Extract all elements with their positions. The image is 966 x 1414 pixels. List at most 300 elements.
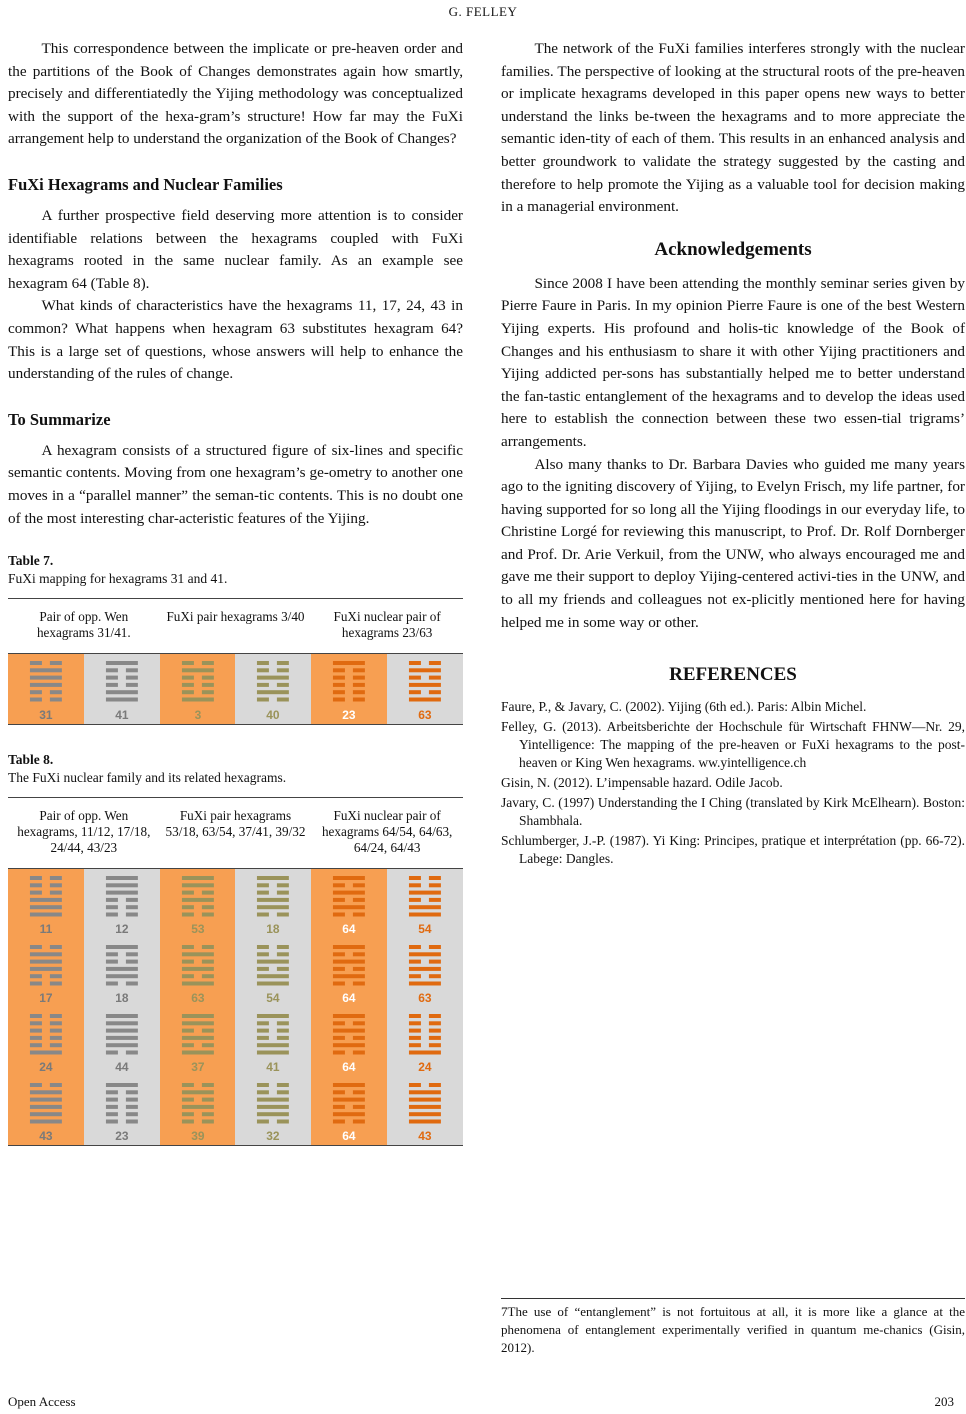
yin-line: [106, 1051, 118, 1055]
yin-line: [409, 676, 421, 680]
yin-line: [30, 883, 42, 887]
yin-line: [333, 1120, 345, 1124]
yang-line: [30, 967, 62, 971]
yin-line: [277, 1036, 289, 1040]
yang-line: [409, 1098, 441, 1102]
yin-line: [126, 1051, 138, 1055]
table-header-row: [8, 599, 463, 654]
hexagram-44-icon: [84, 1007, 160, 1076]
right-column: [501, 38, 965, 870]
hexagram-31-icon: [8, 654, 84, 724]
hexagram-39-icon: [160, 1076, 236, 1145]
yin-line: [202, 891, 214, 895]
yin-line: [106, 952, 118, 956]
hexagram-cell: [311, 938, 387, 1007]
yin-line: [126, 913, 138, 917]
yin-line: [257, 1021, 269, 1025]
hexagram-cell: [235, 938, 311, 1007]
hexagram-37-icon: [160, 1007, 236, 1076]
paragraph: This correspondence between the implicate or pre-heaven order and the partitions of the Book of Changes demonstrates again how smartly, precisely and differentiatedly the Yijing methodology was conceptualized with the support of the hexa-gram’s structure! How far may the FuXi arrangement help to understand the organization of the Book of Changes?: [8, 40, 463, 148]
yin-line: [182, 891, 194, 895]
yin-line: [429, 1083, 441, 1087]
yin-line: [202, 1029, 214, 1033]
hexagram-number: 39: [190, 1129, 205, 1144]
yin-line: [50, 1036, 62, 1040]
yin-line: [257, 698, 269, 702]
yang-line: [257, 1043, 289, 1047]
yang-line: [182, 952, 214, 956]
yang-line: [106, 1014, 138, 1018]
yang-line: [182, 698, 214, 702]
table-header: FuXi nuclear pair of hexagrams 64/54, 64/63, 64/24, 64/43: [311, 798, 463, 869]
hexagram-40-icon: [235, 654, 311, 724]
yang-line: [106, 690, 138, 694]
yin-line: [50, 945, 62, 949]
hexagram-23-icon: [311, 654, 387, 724]
hexagram-cell: [84, 1007, 160, 1076]
hexagram-18-icon: [235, 869, 311, 938]
yang-line: [182, 1090, 214, 1094]
yin-line: [50, 883, 62, 887]
yang-line: [182, 898, 214, 902]
section-heading: FuXi Hexagrams and Nuclear Families: [8, 174, 283, 194]
hexagram-number: 64: [342, 991, 356, 1006]
yang-line: [409, 668, 441, 672]
table-row: [8, 654, 463, 725]
yin-line: [182, 683, 194, 687]
yang-line: [333, 876, 365, 880]
hexagram-cell: [235, 1076, 311, 1146]
yin-line: [353, 967, 365, 971]
hexagram-number: 44: [115, 1060, 129, 1075]
yang-line: [257, 876, 289, 880]
yin-line: [126, 1098, 138, 1102]
yin-line: [277, 967, 289, 971]
yin-line: [202, 676, 214, 680]
hexagram-cell: [311, 1076, 387, 1146]
yang-line: [106, 967, 138, 971]
yang-line: [106, 698, 138, 702]
hexagram-cell: [84, 1076, 160, 1146]
references-heading: REFERENCES: [669, 664, 797, 686]
yin-line: [333, 982, 345, 986]
yin-line: [126, 960, 138, 964]
yang-line: [30, 913, 62, 917]
yang-line: [333, 1014, 365, 1018]
yin-line: [126, 1120, 138, 1124]
yin-line: [333, 698, 345, 702]
yang-line: [257, 690, 289, 694]
yin-line: [106, 1105, 118, 1109]
yin-line: [353, 883, 365, 887]
yin-line: [182, 1043, 194, 1047]
yin-line: [126, 676, 138, 680]
yang-line: [182, 1105, 214, 1109]
yin-line: [429, 898, 441, 902]
yin-line: [257, 967, 269, 971]
hexagram-number: 63: [418, 708, 432, 723]
yang-line: [257, 1105, 289, 1109]
table7-caption: [8, 552, 463, 588]
hexagram-cell: [84, 869, 160, 939]
table-row: [8, 1007, 463, 1076]
yin-line: [182, 1112, 194, 1116]
hexagram-17-icon: [8, 938, 84, 1007]
reference-list: [501, 698, 965, 868]
yin-line: [409, 1014, 421, 1018]
yin-line: [30, 1043, 42, 1047]
yin-line: [182, 945, 194, 949]
yin-line: [50, 1021, 62, 1025]
hexagram-64-icon: [311, 1007, 387, 1076]
yin-line: [333, 690, 345, 694]
hexagram-number: 12: [115, 922, 129, 937]
hexagram-number: 17: [39, 991, 53, 1006]
yin-line: [353, 898, 365, 902]
yin-line: [277, 891, 289, 895]
yin-line: [202, 945, 214, 949]
yang-line: [106, 891, 138, 895]
yin-line: [277, 1021, 289, 1025]
yang-line: [30, 952, 62, 956]
yin-line: [409, 1083, 421, 1087]
yang-line: [409, 698, 441, 702]
hexagram-cell: [387, 1007, 463, 1076]
yin-line: [50, 1043, 62, 1047]
yang-line: [409, 1090, 441, 1094]
yin-line: [429, 960, 441, 964]
yang-line: [333, 945, 365, 949]
hexagram-64-icon: [311, 869, 387, 938]
table-header: FuXi nuclear pair of hexagrams 23/63: [311, 599, 463, 654]
reference-item: Javary, C. (1997) Understanding the I Ching (translated by Kirk McElhearn). Boston: Shambhala.: [501, 795, 965, 829]
reference-item: Faure, P., & Javary, C. (2002). Yijing (6th ed.). Paris: Albin Michel.: [501, 699, 867, 715]
yin-line: [353, 982, 365, 986]
yin-line: [257, 952, 269, 956]
yin-line: [106, 676, 118, 680]
yang-line: [182, 1036, 214, 1040]
yin-line: [429, 1029, 441, 1033]
yang-line: [106, 876, 138, 880]
paragraph: What kinds of characteristics have the hexagrams 11, 17, 24, 43 in common? What happens when hexagram 63 substitutes hexagram 64? This is a large set of questions, whose answers will help to enhance the understanding of the rules of change.: [8, 297, 463, 383]
yin-line: [277, 1029, 289, 1033]
yin-line: [277, 661, 289, 665]
paragraph: Also many thanks to Dr. Barbara Davies who guided me many years ago to the igniting discovery of Yijing, to Evelyn Frisch, my life partner, for having supported for so long all the Yijing floodings in our everyday life, to Christine Lorgé for reviewing this manuscript, to Prof. Dr. Rolf Dornberger and Prof. Dr. Arie Verkuil, from the UNW, who always encouraged me and gave me their support to deploy Yijing-centered activi-ties in the UNW, and to all my friends and colleagues not ex-plicitly mentioned here for having helped me in some way or other.: [501, 455, 965, 631]
yang-line: [409, 1112, 441, 1116]
yang-line: [106, 1043, 138, 1047]
yin-line: [182, 1120, 194, 1124]
yin-line: [30, 982, 42, 986]
yin-line: [182, 913, 194, 917]
yin-line: [353, 698, 365, 702]
yin-line: [333, 668, 345, 672]
hexagram-number: 23: [342, 708, 356, 723]
yang-line: [257, 905, 289, 909]
hexagram-number: 43: [39, 1129, 53, 1144]
yin-line: [353, 1021, 365, 1025]
yin-line: [50, 690, 62, 694]
yang-line: [30, 1090, 62, 1094]
hexagram-cell: [84, 938, 160, 1007]
yin-line: [333, 1105, 345, 1109]
hexagram-number: 18: [266, 922, 281, 937]
table7-label: Table 7.: [8, 553, 54, 569]
yang-line: [30, 683, 62, 687]
hexagram-cell: [160, 654, 236, 725]
yin-line: [182, 690, 194, 694]
yin-line: [202, 1120, 214, 1124]
hexagram-63-icon: [387, 938, 463, 1007]
yin-line: [333, 1036, 345, 1040]
yang-line: [30, 960, 62, 964]
yin-line: [257, 891, 269, 895]
yin-line: [277, 913, 289, 917]
hexagram-number: 24: [39, 1060, 53, 1075]
hexagram-41-icon: [84, 654, 160, 724]
yang-line: [409, 905, 441, 909]
hexagram-24-icon: [387, 1007, 463, 1076]
yin-line: [106, 1098, 118, 1102]
yin-line: [409, 876, 421, 880]
yang-line: [106, 945, 138, 949]
yin-line: [409, 974, 421, 978]
yin-line: [409, 945, 421, 949]
table-7: [8, 598, 463, 725]
yang-line: [106, 1029, 138, 1033]
yang-line: [257, 1014, 289, 1018]
hexagram-cell: [311, 654, 387, 725]
yin-line: [277, 1120, 289, 1124]
yin-line: [106, 1090, 118, 1094]
yin-line: [30, 1029, 42, 1033]
yang-line: [257, 1112, 289, 1116]
hexagram-3-icon: [160, 654, 236, 724]
yang-line: [333, 960, 365, 964]
hexagram-cell: [235, 1007, 311, 1076]
yin-line: [277, 1090, 289, 1094]
yin-line: [126, 1112, 138, 1116]
table-8: [8, 797, 463, 1146]
yin-line: [50, 1029, 62, 1033]
yin-line: [353, 1120, 365, 1124]
hexagram-number: 41: [115, 708, 129, 723]
table8-caption: [8, 751, 463, 787]
yin-line: [202, 974, 214, 978]
yin-line: [409, 1021, 421, 1025]
yang-line: [106, 1036, 138, 1040]
yin-line: [353, 1105, 365, 1109]
yin-line: [50, 661, 62, 665]
yang-line: [30, 676, 62, 680]
hexagram-number: 32: [266, 1129, 281, 1144]
hexagram-cell: [311, 1007, 387, 1076]
hexagram-number: 24: [418, 1060, 432, 1075]
yang-line: [182, 1051, 214, 1055]
yin-line: [30, 891, 42, 895]
yin-line: [429, 1021, 441, 1025]
hexagram-number: 40: [266, 708, 281, 723]
yin-line: [409, 661, 421, 665]
acknowledgements-heading: Acknowledgements: [654, 238, 812, 260]
yin-line: [257, 668, 269, 672]
yin-line: [202, 913, 214, 917]
yin-line: [30, 876, 42, 880]
yang-line: [182, 668, 214, 672]
hexagram-cell: [160, 869, 236, 939]
yin-line: [333, 883, 345, 887]
yin-line: [106, 1112, 118, 1116]
hexagram-cell: [311, 869, 387, 939]
hexagram-41-icon: [235, 1007, 311, 1076]
yin-line: [202, 960, 214, 964]
table-row: [8, 869, 463, 939]
yin-line: [106, 683, 118, 687]
hexagram-11-icon: [8, 869, 84, 938]
yin-line: [106, 668, 118, 672]
reference-item: Gisin, N. (2012). L’impensable hazard. Odile Jacob.: [501, 775, 783, 791]
yang-line: [409, 967, 441, 971]
yang-line: [30, 1120, 62, 1124]
yang-line: [106, 661, 138, 665]
yang-line: [30, 898, 62, 902]
yang-line: [409, 952, 441, 956]
page-number: 203: [934, 1394, 954, 1409]
yin-line: [50, 698, 62, 702]
hexagram-number: 64: [342, 1129, 356, 1144]
reference-item: Felley, G. (2013). Arbeitsberichte der Hochschule für Wirtschaft FHNW—Nr. 29, Yintelligence: The mapping of the pre-heaven or FuXi hexagrams to the post-heaven or King Wen hexagrams. ww.yintelligence.ch: [501, 719, 965, 771]
yang-line: [182, 967, 214, 971]
yang-line: [409, 1120, 441, 1124]
paragraph: Since 2008 I have been attending the monthly seminar series given by Pierre Faure in Paris. In my opinion Pierre Faure is one of the best Western Yijing experts. His profound and holis-tic knowledge of the Book of Changes and his enthusiasm to share it with other Yijing practitioners and Yijing addicted per-sons has substantially helped me to better understand the fan-tastic entanglement of the hexagrams and to develop the ideas used here to establish the connection between these two essen-tial trigrams’ arrangements.: [501, 274, 965, 450]
yin-line: [50, 876, 62, 880]
yang-line: [333, 905, 365, 909]
yin-line: [333, 1021, 345, 1025]
yin-line: [333, 1051, 345, 1055]
yang-line: [182, 1021, 214, 1025]
yin-line: [182, 905, 194, 909]
yin-line: [277, 952, 289, 956]
yin-line: [353, 1036, 365, 1040]
yang-line: [333, 974, 365, 978]
hexagram-number: 64: [342, 1060, 356, 1075]
hexagram-number: 63: [190, 991, 205, 1006]
yin-line: [333, 898, 345, 902]
yin-line: [202, 905, 214, 909]
hexagram-number: 37: [190, 1060, 205, 1075]
yin-line: [257, 1090, 269, 1094]
hexagram-cell: [387, 869, 463, 939]
yang-line: [257, 960, 289, 964]
yang-line: [409, 913, 441, 917]
hexagram-cell: [8, 938, 84, 1007]
table8-label: Table 8.: [8, 752, 54, 768]
table-row: [8, 938, 463, 1007]
table7-title: FuXi mapping for hexagrams 31 and 41.: [8, 571, 228, 587]
running-head: G. FELLEY: [448, 4, 518, 19]
yang-line: [106, 974, 138, 978]
yin-line: [409, 1029, 421, 1033]
yin-line: [106, 1120, 118, 1124]
table-header: FuXi pair hexagrams 3/40: [160, 599, 312, 654]
yin-line: [182, 1029, 194, 1033]
paragraph: The network of the FuXi families interferes strongly with the nuclear families. The perspective of looking at the structural roots of the pre-heaven or implicate hexagrams developed in this paper opens new ways to better understand the links be-tween the hexagrams and to more appreciate the semantic iden-tity of each of them. This results in an enhanced analysis and better groundwork to validate the strategy suggested by the casting and therefore to help promote the Yijing as a valuable tool for decision making in a managerial environment.: [501, 40, 965, 216]
hexagram-18-icon: [84, 938, 160, 1007]
hexagram-cell: [8, 1007, 84, 1076]
yang-line: [30, 1112, 62, 1116]
yang-line: [409, 1051, 441, 1055]
yin-line: [333, 913, 345, 917]
hexagram-number: 54: [266, 991, 281, 1006]
yin-line: [257, 913, 269, 917]
yin-line: [126, 905, 138, 909]
yin-line: [429, 883, 441, 887]
yin-line: [126, 1105, 138, 1109]
yin-line: [429, 1036, 441, 1040]
yin-line: [353, 1090, 365, 1094]
yin-line: [182, 960, 194, 964]
hexagram-cell: [387, 938, 463, 1007]
hexagram-53-icon: [160, 869, 236, 938]
yang-line: [30, 1051, 62, 1055]
hexagram-64-icon: [311, 1076, 387, 1145]
yin-line: [333, 952, 345, 956]
yin-line: [106, 898, 118, 902]
yin-line: [182, 974, 194, 978]
yin-line: [257, 1036, 269, 1040]
hexagram-12-icon: [84, 869, 160, 938]
yin-line: [30, 974, 42, 978]
hexagram-63-icon: [387, 654, 463, 724]
hexagram-cell: [8, 654, 84, 725]
yin-line: [353, 952, 365, 956]
hexagram-number: 11: [39, 922, 53, 937]
yin-line: [409, 690, 421, 694]
yang-line: [106, 883, 138, 887]
reference-item: Schlumberger, J.-P. (1987). Yi King: Principes, pratique et interprétation (pp. 66-72). Labege: Dangles.: [501, 833, 965, 867]
table8-title: The FuXi nuclear family and its related hexagrams.: [8, 770, 287, 786]
yang-line: [409, 891, 441, 895]
yin-line: [30, 698, 42, 702]
yin-line: [429, 1014, 441, 1018]
yang-line: [106, 1083, 138, 1087]
yang-line: [409, 683, 441, 687]
hexagram-cell: [235, 654, 311, 725]
yin-line: [429, 945, 441, 949]
hexagram-number: 54: [418, 922, 432, 937]
yin-line: [409, 1036, 421, 1040]
yin-line: [353, 1051, 365, 1055]
yin-line: [126, 952, 138, 956]
table-row: [8, 1076, 463, 1146]
yang-line: [182, 876, 214, 880]
yin-line: [277, 683, 289, 687]
table-header: Pair of opp. Wen hexagrams, 11/12, 17/18, 24/44, 43/23: [8, 798, 160, 869]
yin-line: [277, 1083, 289, 1087]
yin-line: [50, 982, 62, 986]
yang-line: [106, 1021, 138, 1025]
yin-line: [257, 945, 269, 949]
yin-line: [257, 661, 269, 665]
yin-line: [50, 1083, 62, 1087]
yin-line: [50, 1014, 62, 1018]
hexagram-cell: [84, 654, 160, 725]
yin-line: [30, 1021, 42, 1025]
yin-line: [429, 876, 441, 880]
yin-line: [182, 676, 194, 680]
yang-line: [30, 1105, 62, 1109]
hexagram-number: 18: [115, 991, 129, 1006]
hexagram-number: 63: [418, 991, 432, 1006]
